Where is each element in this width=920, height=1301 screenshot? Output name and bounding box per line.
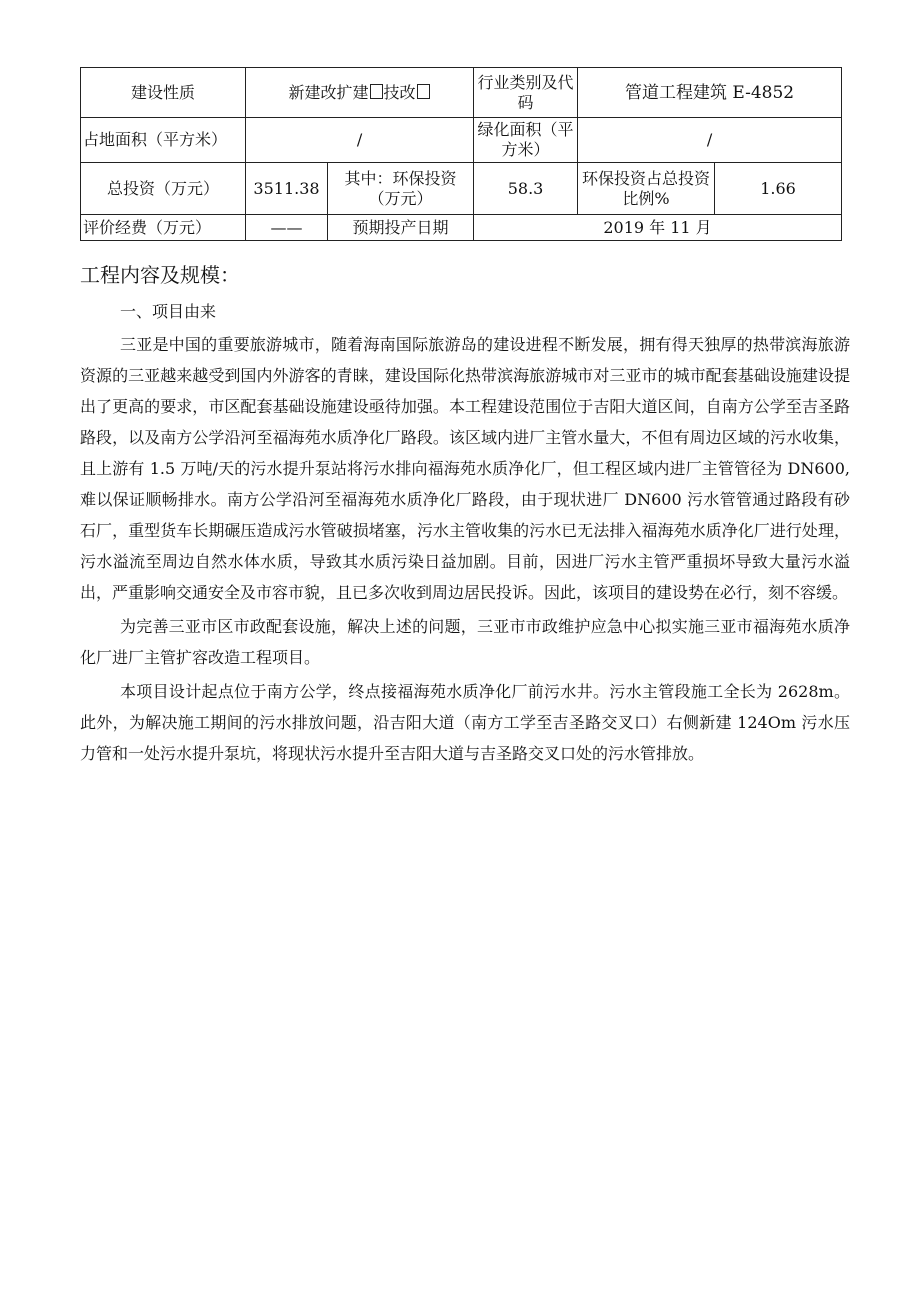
paragraph-background: 三亚是中国的重要旅游城市，随着海南国际旅游岛的建设进程不断发展，拥有得天独厚的热带滨海旅游资源的三亚越来越受到国内外游客的青睐，建设国际化热带滨海旅游城市对三亚市的城市配套基础设施建设提出了更高的要求，市区配套基础设施建设亟待加强。本工程建设范围位于吉阳大道区间，自南方公学至吉圣路路段，以及南方公学沿河至福海苑水质净化厂路段。该区域内进厂主管水量大，不但有周边区域的污水收集，且上游有 1.5 万吨/天的污水提升泵站将污水排向福海苑水质净化厂，但工程区域内进厂主管管径为 DN600,难以保证顺畅排水。南方公学沿河至福海苑水质净化厂路段，由于现状进厂 DN600 污水管管通过路段有砂石厂，重型货车长期碾压造成污水管破损堵塞，污水主管收集的污水已无法排入福海苑水质净化厂进行处理，污水溢流至周边自然水体水质，导致其水质污染日益加剧。目前，因进厂污水主管严重损坏导致大量污水溢出，严重影响交通安全及市容市貌，且已多次收到周边居民投诉。因此，该项目的建设势在必行，刻不容缓。	[80, 335, 850, 602]
expand-checkbox-icon	[370, 84, 383, 99]
paragraph-scope: 本项目设计起点位于南方公学，终点接福海苑水质净化厂前污水井。污水主管段施工全长为 2628m。此外，为解决施工期间的污水排放问题，沿吉阳大道（南方工学至吉圣路交叉口）右侧新建 124Om 污水压力管和一处污水提升泵坑，将现状污水提升至吉阳大道与吉圣路交叉口处的污水管排放。	[80, 682, 850, 763]
land-area-label: 占地面积（平方米）	[81, 118, 246, 163]
project-info-table	[80, 67, 842, 241]
env-investment-label: 其中：环保投资（万元）	[328, 163, 474, 215]
tech-checkbox-icon	[417, 84, 430, 99]
subsection-heading: 一、项目由来	[120, 302, 217, 321]
env-ratio-value: 1.66	[715, 163, 842, 215]
option-tech-label: 技改	[383, 82, 416, 102]
option-new-label: 新建	[288, 82, 321, 102]
table-row	[81, 215, 842, 241]
total-investment-label: 总投资（万元）	[81, 163, 246, 215]
option-expand-label: 改扩建	[320, 82, 369, 102]
evaluation-fee-value: ——	[246, 215, 328, 241]
industry-value: 管道工程建筑 E-4852	[578, 68, 842, 118]
production-date-value: 2019 年 11 月	[474, 215, 842, 241]
total-investment-value: 3511.38	[246, 163, 328, 215]
green-area-value: /	[578, 118, 842, 163]
production-date-label: 预期投产日期	[328, 215, 474, 241]
paragraph-purpose: 为完善三亚市区市政配套设施，解决上述的问题，三亚市市政维护应急中心拟实施三亚市福海苑水质净化厂进厂主管扩容改造工程项目。	[80, 617, 850, 667]
env-investment-value: 58.3	[474, 163, 578, 215]
industry-label: 行业类别及代码	[474, 68, 578, 118]
env-ratio-label: 环保投资占总投资比例%	[578, 163, 715, 215]
construction-nature-options	[246, 68, 474, 118]
green-area-label: 绿化面积（平方米）	[474, 118, 578, 163]
section-heading: 工程内容及规模：	[80, 263, 240, 287]
table-row	[81, 163, 842, 215]
land-area-value: /	[246, 118, 474, 163]
evaluation-fee-label: 评价经费（万元）	[81, 215, 246, 241]
construction-nature-label: 建设性质	[81, 68, 246, 118]
body-text	[80, 329, 850, 772]
table-row	[81, 68, 842, 118]
table-row	[81, 118, 842, 163]
